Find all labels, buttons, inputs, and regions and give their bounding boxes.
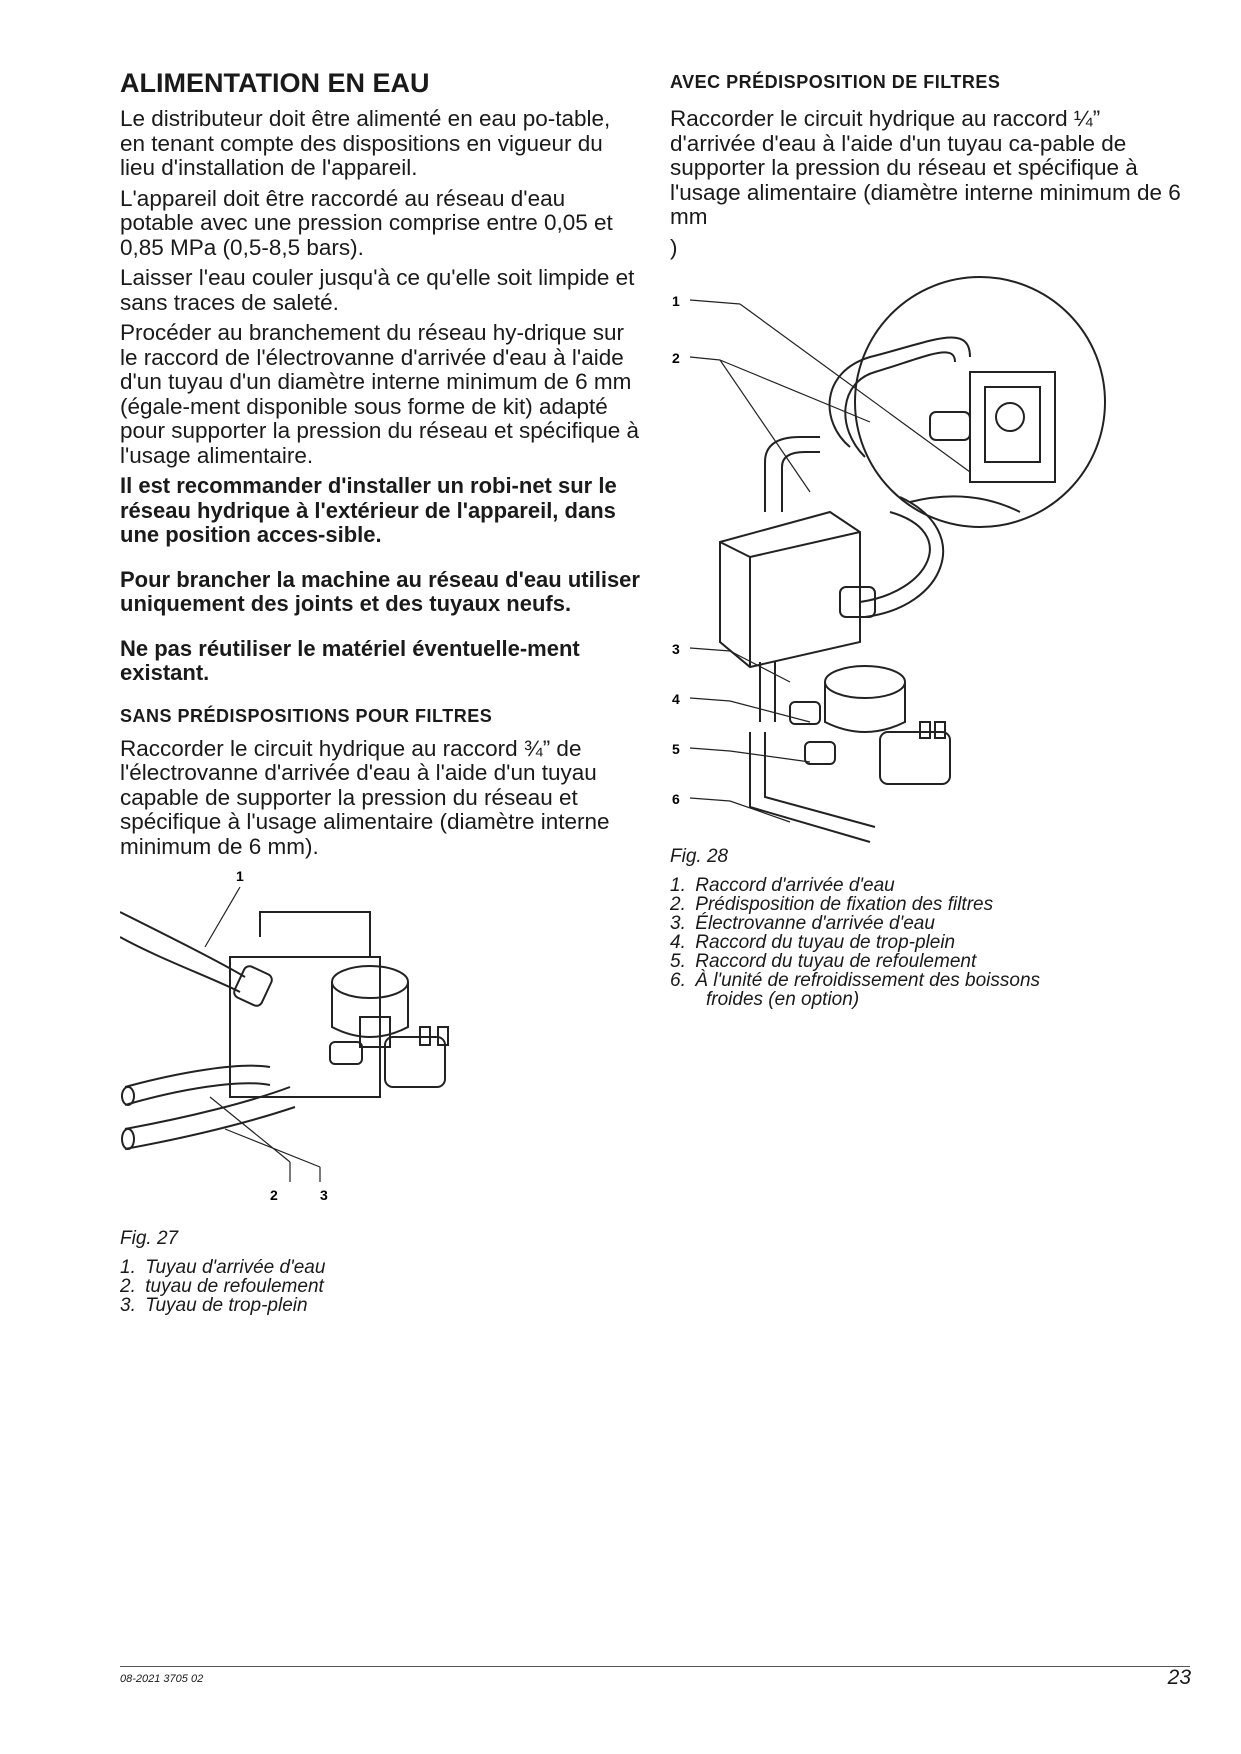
legend-item: 5. Raccord du tuyau de refoulement — [670, 951, 977, 972]
page-number: 23 — [1167, 1666, 1191, 1689]
figure-28 — [670, 262, 1210, 1009]
figure-28-caption: Fig. 28 — [670, 846, 729, 867]
figure-28-illustration — [670, 262, 1110, 852]
document-code: 08-2021 3705 02 — [120, 1673, 204, 1685]
figure-28-label-6: 6 — [672, 791, 680, 807]
paragraph: Le distributeur doit être alimenté en eau po-table, en tenant compte des dispositions en vigueur du lieu d'installation de l'appareil. — [120, 106, 611, 180]
legend-item: 2. Prédisposition de fixation des filtres — [670, 894, 994, 915]
paragraph: L'appareil doit être raccordé au réseau d'eau potable avec une pression comprise entre 0,05 et 0,85 MPa (0,5-8,5 bars). — [120, 185, 613, 260]
legend-item: 1. Raccord d'arrivée d'eau — [670, 875, 895, 896]
figure-27-caption: Fig. 27 — [120, 1228, 179, 1249]
legend-item: 3. Tuyau de trop-plein — [120, 1295, 308, 1316]
figure-28-legend — [670, 876, 1210, 1009]
warning-paragraph: Pour brancher la machine au réseau d'eau utiliser uniquement des joints et des tuyaux neufs. — [120, 566, 640, 616]
warning-paragraph: Il est recommander d'installer un robi-net sur le réseau hydrique à l'extérieur de l'appareil, dans une position acces-sible. — [120, 473, 617, 547]
figure-28-label-1: 1 — [672, 293, 680, 309]
paragraph: Procéder au branchement du réseau hy-drique sur le raccord de l'électrovanne d'arrivée d'eau à l'aide d'un tuyau d'un diamètre interne minimum de 6 mm (égale-ment disponible sous forme de kit) adapté pour supporter la pression du réseau et spécifique à l'usage alimentaire. — [120, 320, 640, 468]
paragraph: Raccorder le circuit hydrique au raccord ¾” de l'électrovanne d'arrivée d'eau à l'aide d'un tuyau capable de supporter la pression du réseau et spécifique à l'usage alimentaire (diamètre interne minimum de 6 mm). — [120, 735, 610, 859]
figure-27 — [120, 867, 640, 1315]
footer-divider — [120, 1666, 1190, 1667]
paragraph-closing-paren: ) — [670, 234, 678, 260]
legend-item: 3. Électrovanne d'arrivée d'eau — [670, 913, 935, 934]
figure-27-legend — [120, 1258, 640, 1315]
figure-27-label-2: 2 — [270, 1187, 278, 1203]
warning-paragraph: Ne pas réutiliser le matériel éventuelle-ment existant. — [120, 635, 580, 685]
figure-27-label-1: 1 — [236, 868, 244, 884]
paragraph: Laisser l'eau couler jusqu'à ce qu'elle soit limpide et sans traces de saleté. — [120, 265, 635, 315]
right-column — [670, 72, 1210, 1009]
subheading-without-filters: SANS PRÉDISPOSITIONS POUR FILTRES — [120, 705, 493, 726]
figure-28-label-5: 5 — [672, 741, 680, 757]
legend-item-continuation: froides (en option) — [706, 989, 860, 1010]
figure-27-label-3: 3 — [320, 1187, 328, 1203]
figure-28-label-2: 2 — [672, 350, 680, 366]
paragraph: Raccorder le circuit hydrique au raccord ¼” d'arrivée d'eau à l'aide d'un tuyau ca-pable de supporter la pression du réseau et spécifique à l'usage alimentaire (diamètre interne minimum de 6 mm — [670, 106, 1181, 229]
legend-item: 6. À l'unité de refroidissement des boissons — [670, 970, 1041, 991]
left-column — [120, 68, 640, 1315]
legend-item: 2. tuyau de refoulement — [120, 1276, 324, 1297]
figure-28-label-4: 4 — [672, 691, 680, 707]
figure-28-label-3: 3 — [672, 641, 680, 657]
legend-item: 1. Tuyau d'arrivée d'eau — [120, 1257, 326, 1278]
section-title: ALIMENTATION EN EAU — [120, 68, 430, 98]
subheading-with-filters: AVEC PRÉDISPOSITION DE FILTRES — [670, 72, 1001, 92]
legend-item: 4. Raccord du tuyau de trop-plein — [670, 932, 956, 953]
figure-27-illustration — [120, 867, 540, 1222]
